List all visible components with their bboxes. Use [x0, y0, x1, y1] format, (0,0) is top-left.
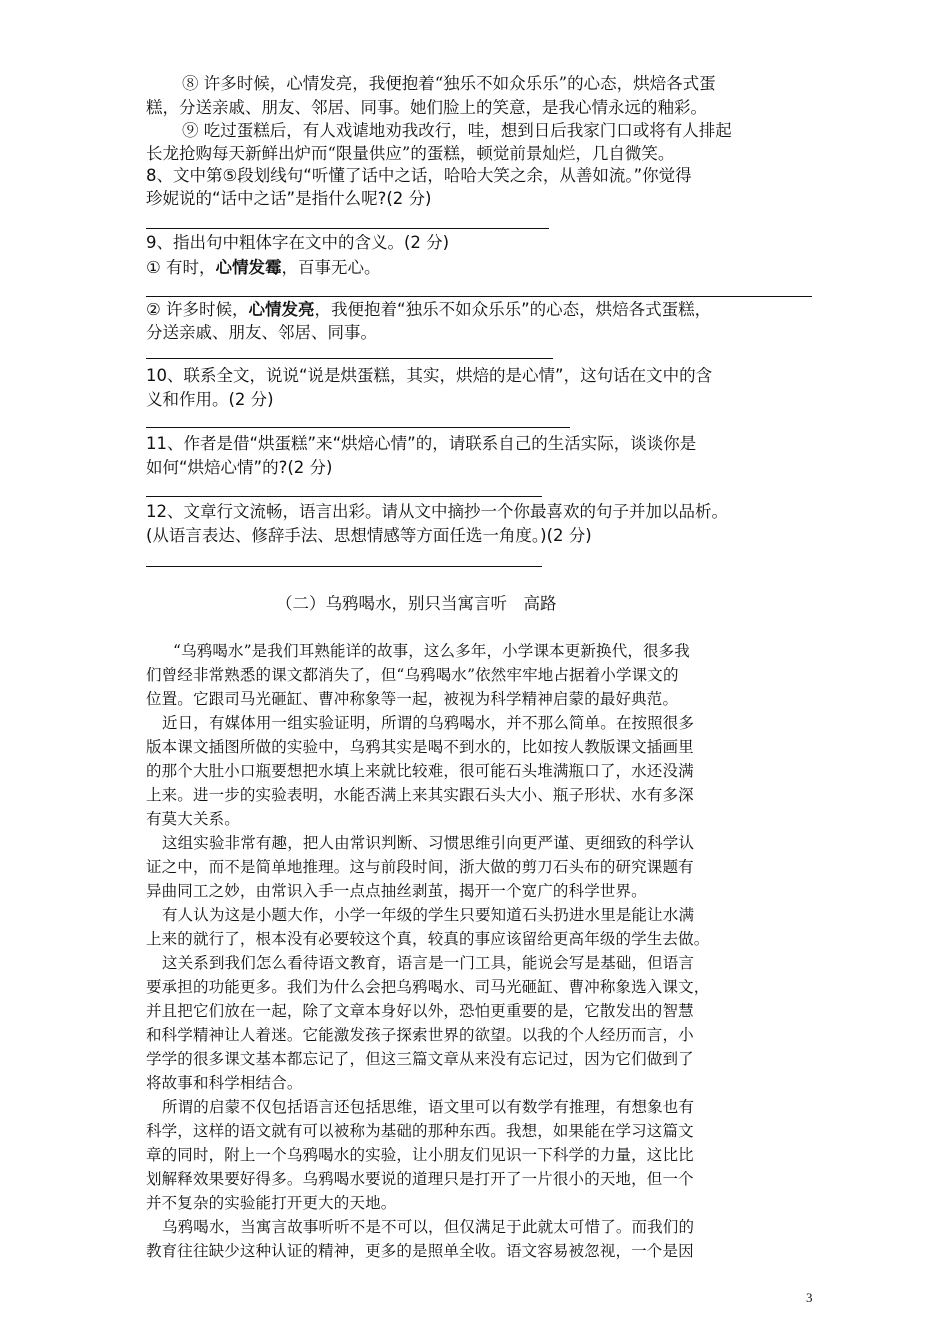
essay-line: 并不复杂的实验能打开更大的天地。: [146, 1194, 397, 1212]
question-9-prompt: 9、指出句中粗体字在文中的含义。(2 分): [146, 233, 450, 252]
question-10-line-2: 义和作用。(2 分): [146, 390, 274, 409]
essay-line: 并且把它们放在一起，除了文章本身好以外，恐怕更重要的是，它散发出的智慧: [146, 1002, 694, 1020]
question-11-line-2: 如何“烘焙心情”的?(2 分): [146, 458, 333, 477]
paragraph-8-line-1: ⑧ 许多时候，心情发亮，我便抱着“独乐不如众乐乐”的心态，烘焙各式蛋: [182, 74, 716, 93]
essay-line: 这关系到我们怎么看待语文教育，语言是一门工具，能说会写是基础，但语言: [162, 954, 695, 972]
question-9-item-b-pre: ② 许多时候，: [146, 300, 249, 319]
essay-line: “乌鸦喝水”是我们耳熟能详的故事，这么多年，小学课本更新换代，很多我: [173, 642, 690, 660]
essay-line: 的那个大肚小口瓶要想把水填上来就比较难，很可能石头堆满瓶口了，水还没满: [146, 762, 694, 780]
paragraph-9-line-1: ⑨ 吃过蛋糕后，有人戏谑地劝我改行，哇，想到日后我家门口或将有人排起: [182, 121, 732, 140]
paragraph-8-line-2: 糕，分送亲戚、朋友、邻居、同事。她们脸上的笑意，是我心情永远的釉彩。: [146, 98, 707, 117]
essay-line: 有莫大关系。: [146, 810, 240, 828]
question-9-item-a-pre: ① 有时，: [146, 258, 216, 277]
essay-line: 证之中，而不是简单地推理。这与前段时间，浙大做的剪刀石头布的研究课题有: [146, 858, 694, 876]
essay-line: 将故事和科学相结合。: [146, 1074, 303, 1092]
essay-line: 划解释效果要好得多。乌鸦喝水要说的道理只是打开了一片很小的天地，但一个: [146, 1170, 694, 1188]
question-8-line-1: 8、文中第⑤段划线句“听懂了话中之话，哈哈大笑之余，从善如流。”你觉得: [146, 166, 692, 185]
essay-line: 科学，这样的语文就有可以被称为基础的那种东西。我想，如果能在学习这篇文: [146, 1122, 694, 1140]
question-9-item-a-post: ，百事无心。: [281, 258, 381, 277]
essay-line: 要承担的功能更多。我们为什么会把乌鸦喝水、司马光砸缸、曹冲称象选入课文，: [146, 978, 710, 996]
essay-line: 章的同时，附上一个乌鸦喝水的实验，让小朋友们见识一下科学的力量，这比比: [146, 1146, 694, 1164]
essay-line: 位置。它跟司马光砸缸、曹冲称象等一起，被视为科学精神启蒙的最好典范。: [146, 690, 679, 708]
question-9-item-a-bold: 心情发霉: [215, 258, 282, 277]
page-number: 3: [806, 1290, 813, 1305]
question-12-line-2: (从语言表达、修辞手法、思想情感等方面任选一角度。)(2 分): [146, 526, 592, 545]
essay-line: 所谓的启蒙不仅包括语言还包括思维，语文里可以有数学有推理，有想象也有: [162, 1098, 695, 1116]
question-12-answer-line[interactable]: [146, 566, 542, 567]
essay-line: 学学的很多课文基本都忘记了，但这三篇文章从来没有忘记过，因为它们做到了: [146, 1050, 694, 1068]
question-10-answer-line[interactable]: [146, 427, 570, 428]
paragraph-9-line-2: 长龙抢购每天新鲜出炉而“限量供应”的蛋糕，顿觉前景灿烂，几自微笑。: [146, 144, 675, 163]
question-9-item-b-post: ，我便抱着“独乐不如众乐乐”的心态，烘焙各式蛋糕，: [314, 300, 712, 319]
question-9a-answer-line[interactable]: [146, 296, 812, 297]
question-9-item-b-line-2: 分送亲戚、朋友、邻居、同事。: [146, 323, 377, 342]
essay-line: 近日，有媒体用一组实验证明，所谓的乌鸦喝水，并不那么简单。在按照很多: [162, 714, 695, 732]
essay-line: 和科学精神让人着迷。它能激发孩子探索世界的欲望。以我的个人经历而言，小: [146, 1026, 694, 1044]
question-9-item-a: [146, 257, 381, 279]
question-9-item-b: [146, 299, 711, 321]
question-11-line-1: 11、作者是借“烘蛋糕”来“烘焙心情”的，请联系自己的生活实际，谈谈你是: [146, 434, 697, 453]
essay-line: 们曾经非常熟悉的课文都消失了，但“乌鸦喝水”依然牢牢地占据着小学课文的: [146, 666, 679, 684]
essay-line: 有人认为这是小题大作，小学一年级的学生只要知道石头扔进水里是能让水满: [162, 906, 695, 924]
question-8-line-2: 珍妮说的“话中之话”是指什么呢?(2 分): [146, 189, 432, 208]
essay-line: 上来的就行了，根本没有必要较这个真，较真的事应该留给更高年级的学生去做。: [146, 930, 710, 948]
question-9b-answer-line[interactable]: [146, 358, 553, 359]
essay-line: 乌鸦喝水，当寓言故事听听不是不可以，但仅满足于此就太可惜了。而我们的: [162, 1218, 695, 1236]
section-title: （二）乌鸦喝水，别只当寓言听 高路: [276, 594, 557, 613]
question-9-item-b-bold: 心情发亮: [248, 300, 315, 319]
question-11-answer-line[interactable]: [146, 496, 542, 497]
question-8-answer-line[interactable]: [146, 228, 549, 229]
essay-line: 教育往往缺少这种认证的精神，更多的是照单全收。语文容易被忽视，一个是因: [146, 1242, 694, 1260]
essay-line: 异曲同工之妙，由常识入手一点点抽丝剥茧，揭开一个宽广的科学世界。: [146, 882, 647, 900]
question-10-line-1: 10、联系全文，说说“说是烘蛋糕，其实，烘焙的是心情”，这句话在文中的含: [146, 366, 713, 385]
essay-line: 这组实验非常有趣，把人由常识判断、习惯思维引向更严谨、更细致的科学认: [162, 834, 695, 852]
question-12-line-1: 12、文章行文流畅，语言出彩。请从文中摘抄一个你最喜欢的句子并加以品析。: [146, 502, 728, 521]
essay-line: 版本课文插图所做的实验中，乌鸦其实是喝不到水的，比如按人教版课文插画里: [146, 738, 694, 756]
essay-line: 上来。进一步的实验表明，水能否满上来其实跟石头大小、瓶子形状、水有多深: [146, 786, 694, 804]
